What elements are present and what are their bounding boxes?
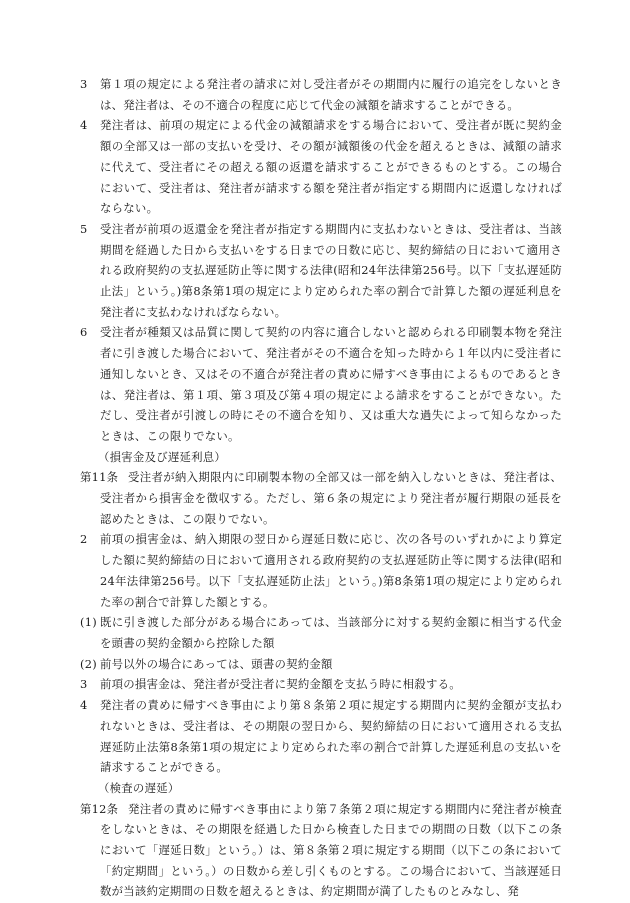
article-12-caption: （検査の遅延） <box>98 780 180 795</box>
paragraph-text: 前項の損害金は、発注者が受注者に契約金額を支払う時に相殺する。 <box>100 677 461 692</box>
article-11-caption: （損害金及び遅延利息） <box>98 449 227 464</box>
article-number: 第11条 <box>80 470 119 485</box>
paragraph-number: 4 <box>80 118 88 133</box>
paragraph-text: 受注者が種類又は品質に関して契約の内容に適合しないと認められる印刷製本物を発注者に引き渡した場合において、発注者がその不適合を知った時から１年以内に受注者に通知しないとき、又はその不適合が発注者の責めに帰すべき事由によるものであるときは、発注者は、第１項、第３項及び第４項の規定による請求をすることができない。ただし、受注者が引渡しの時にその不適合を知り、又は重大な過失によって知らなかったときは、この限りでない。 <box>100 325 562 443</box>
paragraph-6 <box>80 322 562 446</box>
item-number: (1) <box>80 615 97 630</box>
item-text: 前号以外の場合にあっては、頭書の契約金額 <box>100 656 333 671</box>
paragraph-text: 発注者の責めに帰すべき事由により第８条第２項に規定する期間内に契約金額が支払われないときは、受注者は、その期限の翌日から、契約締結の日において適用される支払遅延防止法第8条第1項の規定により定められた率の割合で計算した遅延利息の支払いを請求することができる。 <box>100 698 562 775</box>
paragraph-5 <box>80 219 562 323</box>
paragraph-number: 3 <box>80 677 88 692</box>
article-11-item-2 <box>80 654 562 675</box>
document-body <box>80 74 562 902</box>
article-11-paragraph-4 <box>80 695 562 778</box>
paragraph-number: 2 <box>80 532 88 547</box>
paragraph-text: 前項の損害金は、納入期限の翌日から遅延日数に応じ、次の各号のいずれかにより算定した額に契約締結の日において適用される政府契約の支払遅延防止等に関する法律(昭和24年法律第256号。以下「支払遅延防止法」という。)第8条第1項の規定により定められた率の割合で計算した額とする。 <box>100 532 562 609</box>
paragraph-text: 第１項の規定による発注者の請求に対し受注者がその期間内に履行の追完をしないときは、発注者は、その不適合の程度に応じて代金の減額を請求することができる。 <box>100 77 562 112</box>
paragraph-number: 4 <box>80 698 88 713</box>
paragraph-number: 6 <box>80 325 88 340</box>
paragraph-text: 発注者は、前項の規定による代金の減額請求をする場合において、受注者が既に契約金額の全部又は一部の支払いを受け、その額が減額後の代金を超えるときは、減額の請求に代えて、受注者にその超える額の返還を請求することができるものとする。この場合において、受注者は、発注者が請求する額を発注者が指定する期間内に返還しなければならない。 <box>100 118 562 216</box>
article-text: 受注者が納入期限内に印刷製本物の全部又は一部を納入しないときは、発注者は、受注者から損害金を徴収する。ただし、第６条の規定により発注者が履行期限の延長を認めたときは、この限りでない。 <box>100 470 562 526</box>
item-text: 既に引き渡した部分がある場合にあっては、当該部分に対する契約金額に相当する代金を頭書の契約金額から控除した額 <box>100 615 562 650</box>
paragraph-4 <box>80 115 562 219</box>
paragraph-text: 受注者が前項の返還金を発注者が指定する期間内に支払わないときは、受注者は、当該期間を経過した日から支払いをする日までの日数に応じ、契約締結の日において適用される政府契約の支払遅延防止等に関する法律(昭和24年法律第256号。以下「支払遅延防止法」という。)第8条第1項の規定により定められた率の割合で計算した額の遅延利息を発注者に支払わなければならない。 <box>100 221 562 319</box>
article-11-paragraph-2 <box>80 529 562 612</box>
article-text: 発注者の責めに帰すべき事由により第７条第２項に規定する期間内に発注者が検査をしないときは、その期限を経過した日から検査した日までの期間の日数（以下この条において「遅延日数」という。）は、第８条第２項に規定する期間（以下この条において「約定期間」という。）の日数から差し引くものとする。この場合において、当該遅延日数が当該約定期間の日数を超えるときは、約定期間が満了したものとみなし、発 <box>100 801 562 899</box>
paragraph-number: 3 <box>80 77 88 91</box>
paragraph-number: 5 <box>80 221 88 236</box>
article-11-paragraph-3 <box>80 674 562 695</box>
article-12 <box>80 799 562 903</box>
article-11-item-1 <box>80 612 562 653</box>
paragraph-3 <box>80 74 562 115</box>
item-number: (2) <box>80 656 97 671</box>
article-number: 第12条 <box>80 801 119 816</box>
article-11 <box>80 467 562 529</box>
